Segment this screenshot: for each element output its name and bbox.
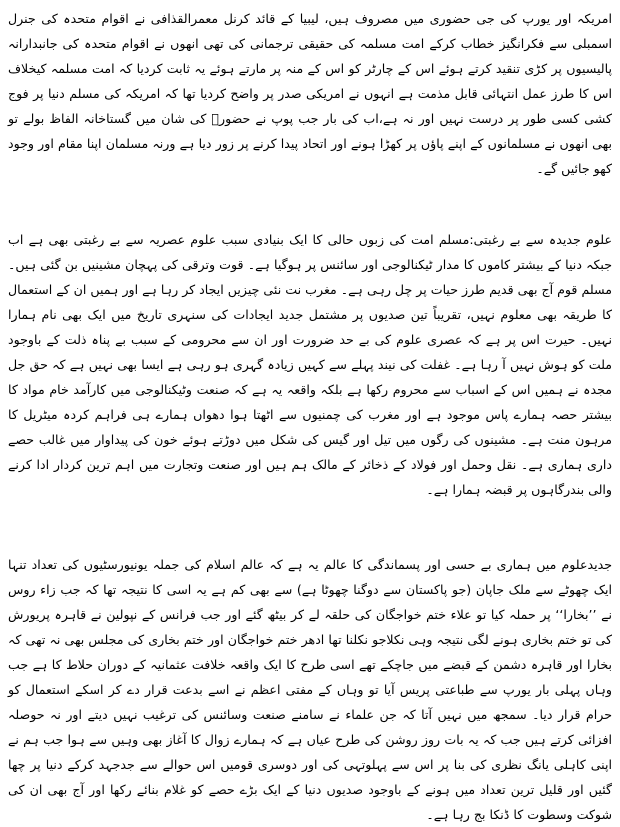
paragraph: امریکہ اور یورپ کی جی حضوری میں مصروف ہیں، لیبیا کے قائد کرنل معمرالقذافی نے اقوام متحدہ کی جنرل اسمبلی سے فکرانگیز خطاب کرکے امت مسلمہ کی حقیقی ترجمانی کی تھی انھوں نے اقوام متحدہ کی جانبدارانہ پالیسیوں پر کڑی تنقید کرتے ہوئے اس کے چارٹر کو اس کے منہ پر مارتے ہوئے یہ ثابت کردیا کہ امت مسلمہ کیخلاف اس کا طرز عمل انتہائی قابل مذمت ہے انہوں نے امریکی صدر پر واضح کردیا تھا کہ امریکہ کی مسلم دنیا پر فوج کشی کسی طور پر درست نہیں اور نہ ہے،اب کی بار جب پوپ نے حضورؐ کی شان میں گستاخانہ الفاظ بولے تو بھی انھوں نے مسلمانوں کے اپنے پاؤں پر کھڑا ہونے اور اتحاد پیدا کرنے پر زور دیا ہے ورنہ مسلمان اپنا مقام اور وجود کھو جائیں گے۔: [8, 11, 612, 176]
paragraph: جدیدعلوم میں ہماری بے حسی اور پسماندگی کا عالم یہ ہے کہ عالم اسلام کی جملہ یونیورسٹیوں کی تعداد تنہا ایک چھوٹے سے ملک جاپان (جو پاکستان سے دوگنا چھوٹا ہے) سے بھی کم ہے یہ اسی کا نتیجہ تھا کہ جب زاء روس نے ’’بخارا‘‘ پر حملہ کیا تو علاء ختم خواجگان کی حلقہ لے کر بیٹھ گئے اور جب فرانس کے نپولین نے قاہرہ پریورش کی تو ختم بخاری ہونے لگی نتیجہ وہی نکلاجو نکلنا تھا ادھر ختم خواجگان اور ختم بخاری کی مجلس بھی نہ تھی کہ بخارا اور قاہرہ دشمن کے قبضے میں جاچکے تھے اسی طرح کا ایک واقعہ خلافت عثمانیہ کے دوران حلاط کا ہے جب وہاں پہلی بار یورپ سے طباعتی پریس آیا تو وہاں کے مفتی اعظم نے اسے بدعت قرار دے کر اسکے استعمال کو حرام قرار دیا۔ سمجھ میں نہیں آتا کہ جن علماء نے سامنے صنعت وسائنس کی ترغیب نہیں دیتے اور نہ حوصلہ افزائی کرتے ہیں جب کہ یہ بات روز روشن کی طرح عیاں ہے کہ ہمارے زوال کا آغاز بھی وہیں سے ہوا جب ہم نے اپنی کاہلی یانگ نظری کی بنا پر اس سے پہلوتہی کی اور دوسری قومیں اس حوالے سے جدجہد کرکے دنیا پر چھا گئیں اور قلیل ترین تعداد میں ہونے کے باوجود صدیوں دنیا کے ایک بڑے حصے کو غلام بنائے رکھا اور آج بھی ان کی شوکت وسطوت کا ڈنکا بج رہا ہے۔: [8, 557, 612, 822]
paragraph: علوم جدیدہ سے بے رغبتی:مسلم امت کی زبوں حالی کا ایک بنیادی سبب علوم عصریہ سے بے رغبتی بھی ہے اب جبکہ دنیا کے بیشتر کاموں کا مدار ٹیکنالوجی اور سائنس پر ہوگیا ہے۔ قوت وترقی کی پہچان مشینیں بن گئی ہیں۔مسلم قوم آج بھی قدیم طرز حیات پر چل رہی ہے۔ مغرب نت نئی چیزیں ایجاد کر رہا ہے اور ہمیں ان کے استعمال کا طریقہ بھی معلوم نہیں، تقریباً تین صدیوں پر مشتمل جدید ایجادات کی سنہری تاریخ میں ایک بھی نام ہمارا نہیں۔ حیرت اس پر ہے کہ عصری علوم کی بے حد ضرورت اور ان سے محرومی کے سبب بے پناہ ذلت کے باوجود ملت کو ہوش نہیں آ رہا ہے۔ غفلت کی نیند پہلے سے کہیں زیادہ گہری ہو رہی ہے ایسا بھی نہیں ہے کہ حق جل مجدہ نے ہمیں اس کے اسباب سے محروم رکھا ہے بلکہ واقعہ یہ ہے کہ صنعت وٹیکنالوجی میں کارآمد خام مواد کا بیشتر حصہ ہمارے پاس موجود ہے اور مغرب کی چمنیوں سے اٹھتا ہوا دھواں ہمارے ہی فراہم کردہ میٹریل کا مرہون منت ہے۔ مشینوں کی رگوں میں تیل اور گیس کی شکل میں دوڑتے ہوئے خون کی پیداوار میں غالب حصے داری ہماری ہے۔ نقل وحمل اور فولاد کے ذخائر کے مالک ہم ہیں اور صنعت وتجارت میں اہم ترین کردار ادا کرنے والی بندرگاہوں پر قبضہ ہمارا ہے۔: [8, 232, 612, 497]
